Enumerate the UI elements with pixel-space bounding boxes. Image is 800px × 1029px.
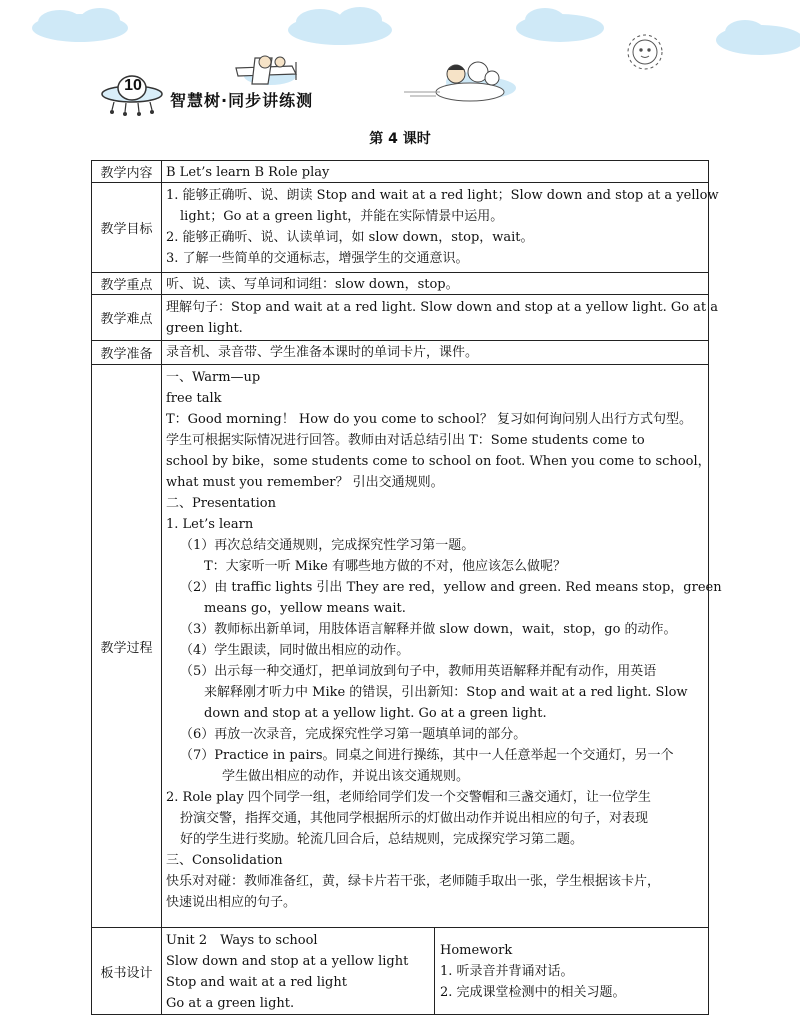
board-main-text: Unit 2 Ways to school Slow down and stop at a yellow light Stop and wait at a red light Go at a green light. bbox=[166, 933, 409, 1011]
sun-illustration bbox=[628, 35, 662, 69]
row-board-design bbox=[92, 928, 708, 1015]
row-text: 理解句子：Stop and wait at a red light. Slow down and stop at a yellow light. Go at a green light. bbox=[166, 300, 719, 336]
board-homework-text: Homework 1. 听录音并背诵对话。 2. 完成课堂检测中的相关习题。 bbox=[440, 943, 626, 1000]
row-label: 教学目标 bbox=[92, 183, 162, 272]
row-text: 录音机、录音带、学生准备本课时的单词卡片，课件。 bbox=[166, 345, 479, 360]
row-label: 教学内容 bbox=[92, 161, 162, 182]
row-label: 教学难点 bbox=[92, 295, 162, 340]
row-label: 板书设计 bbox=[92, 928, 162, 1015]
lesson-title: 第 4 课时 bbox=[369, 131, 431, 147]
lesson-plan-table bbox=[91, 160, 722, 1015]
row-label: 教学重点 bbox=[92, 273, 162, 294]
kids-on-cloud-illustration bbox=[404, 62, 504, 101]
row-teaching-content bbox=[92, 161, 708, 183]
row-text: 1. 能够正确听、说、朗读 Stop and wait at a red light；Slow down and stop at a yellow light；Go at a green light，并能在实际情景中运用。 2. 能够正确听、说、认读单词，如 slow down，stop，wait。 3. 了解一些简单的交通标志，增强学生的交通意识。 bbox=[166, 188, 719, 266]
row-difficulties bbox=[92, 295, 719, 341]
row-label: 教学准备 bbox=[92, 341, 162, 364]
row-preparation bbox=[92, 341, 708, 365]
page-number: 10 bbox=[124, 77, 142, 94]
row-text: 一、Warm—up free talk T：Good morning！ How do you come to school？ 复习如何询问别人出行方式句型。 学生可根据实际情况进行回答。教师由对话总结引出 T：Some students come to school by bike，some students come to school on foot. When you come to school， what must you remember？ 引出交通规则。 二、Presentation 1. Let’s learn （1）再次总结交通规则，完成探究性学习第一题。 T：大家听一听 Mike 有哪些地方做的不对，他应该怎么做呢？ （2）由 traffic lights 引出 They are red，yellow and green. Red means stop，green means go，yellow means wait. （3）教师标出新单词，用肢体语言解释并做 slow down，wait，stop，go 的动作。 （4）学生跟读，同时做出相应的动作。 （5）出示每一种交通灯，把单词放到句子中，教师用英语解释并配有动作，用英语 来解释刚才听力中 Mike 的错误，引出新知：Stop and wait at a red light. Slow down and stop at a yellow light. Go at a green light. （6）再放一次录音，完成探究性学习第一题填单词的部分。 （7）Practice in pairs。同桌之间进行操练，其中一人任意举起一个交通灯，另一个 学生做出相应的动作，并说出该交通规则。 2. Role play 四个同学一组，老师给同学们发一个交警帽和三盏交通灯，让一位学生 扮演交警，指挥交通，其他同学根据所示的灯做出动作并说出相应的句子，对表现 好的学生进行奖励。轮流几回合后，总结规则，完成探究学习第二题。 三、Consolidation 快乐对对碰：教师准备红，黄，绿卡片若干张，老师随手取出一张，学生根据该卡片， 快速说出相应的句子。 bbox=[166, 370, 722, 910]
row-text: B Let’s learn B Role play bbox=[166, 165, 330, 180]
row-key-points bbox=[92, 273, 708, 295]
row-teaching-goals bbox=[92, 183, 719, 273]
row-text: 听、说、读、写单词和词组：slow down，stop。 bbox=[166, 277, 459, 292]
book-title: 智慧树·同步讲练测 bbox=[170, 91, 314, 110]
row-label: 教学过程 bbox=[92, 365, 162, 927]
row-teaching-process bbox=[92, 365, 722, 928]
board-divider bbox=[434, 928, 435, 1015]
